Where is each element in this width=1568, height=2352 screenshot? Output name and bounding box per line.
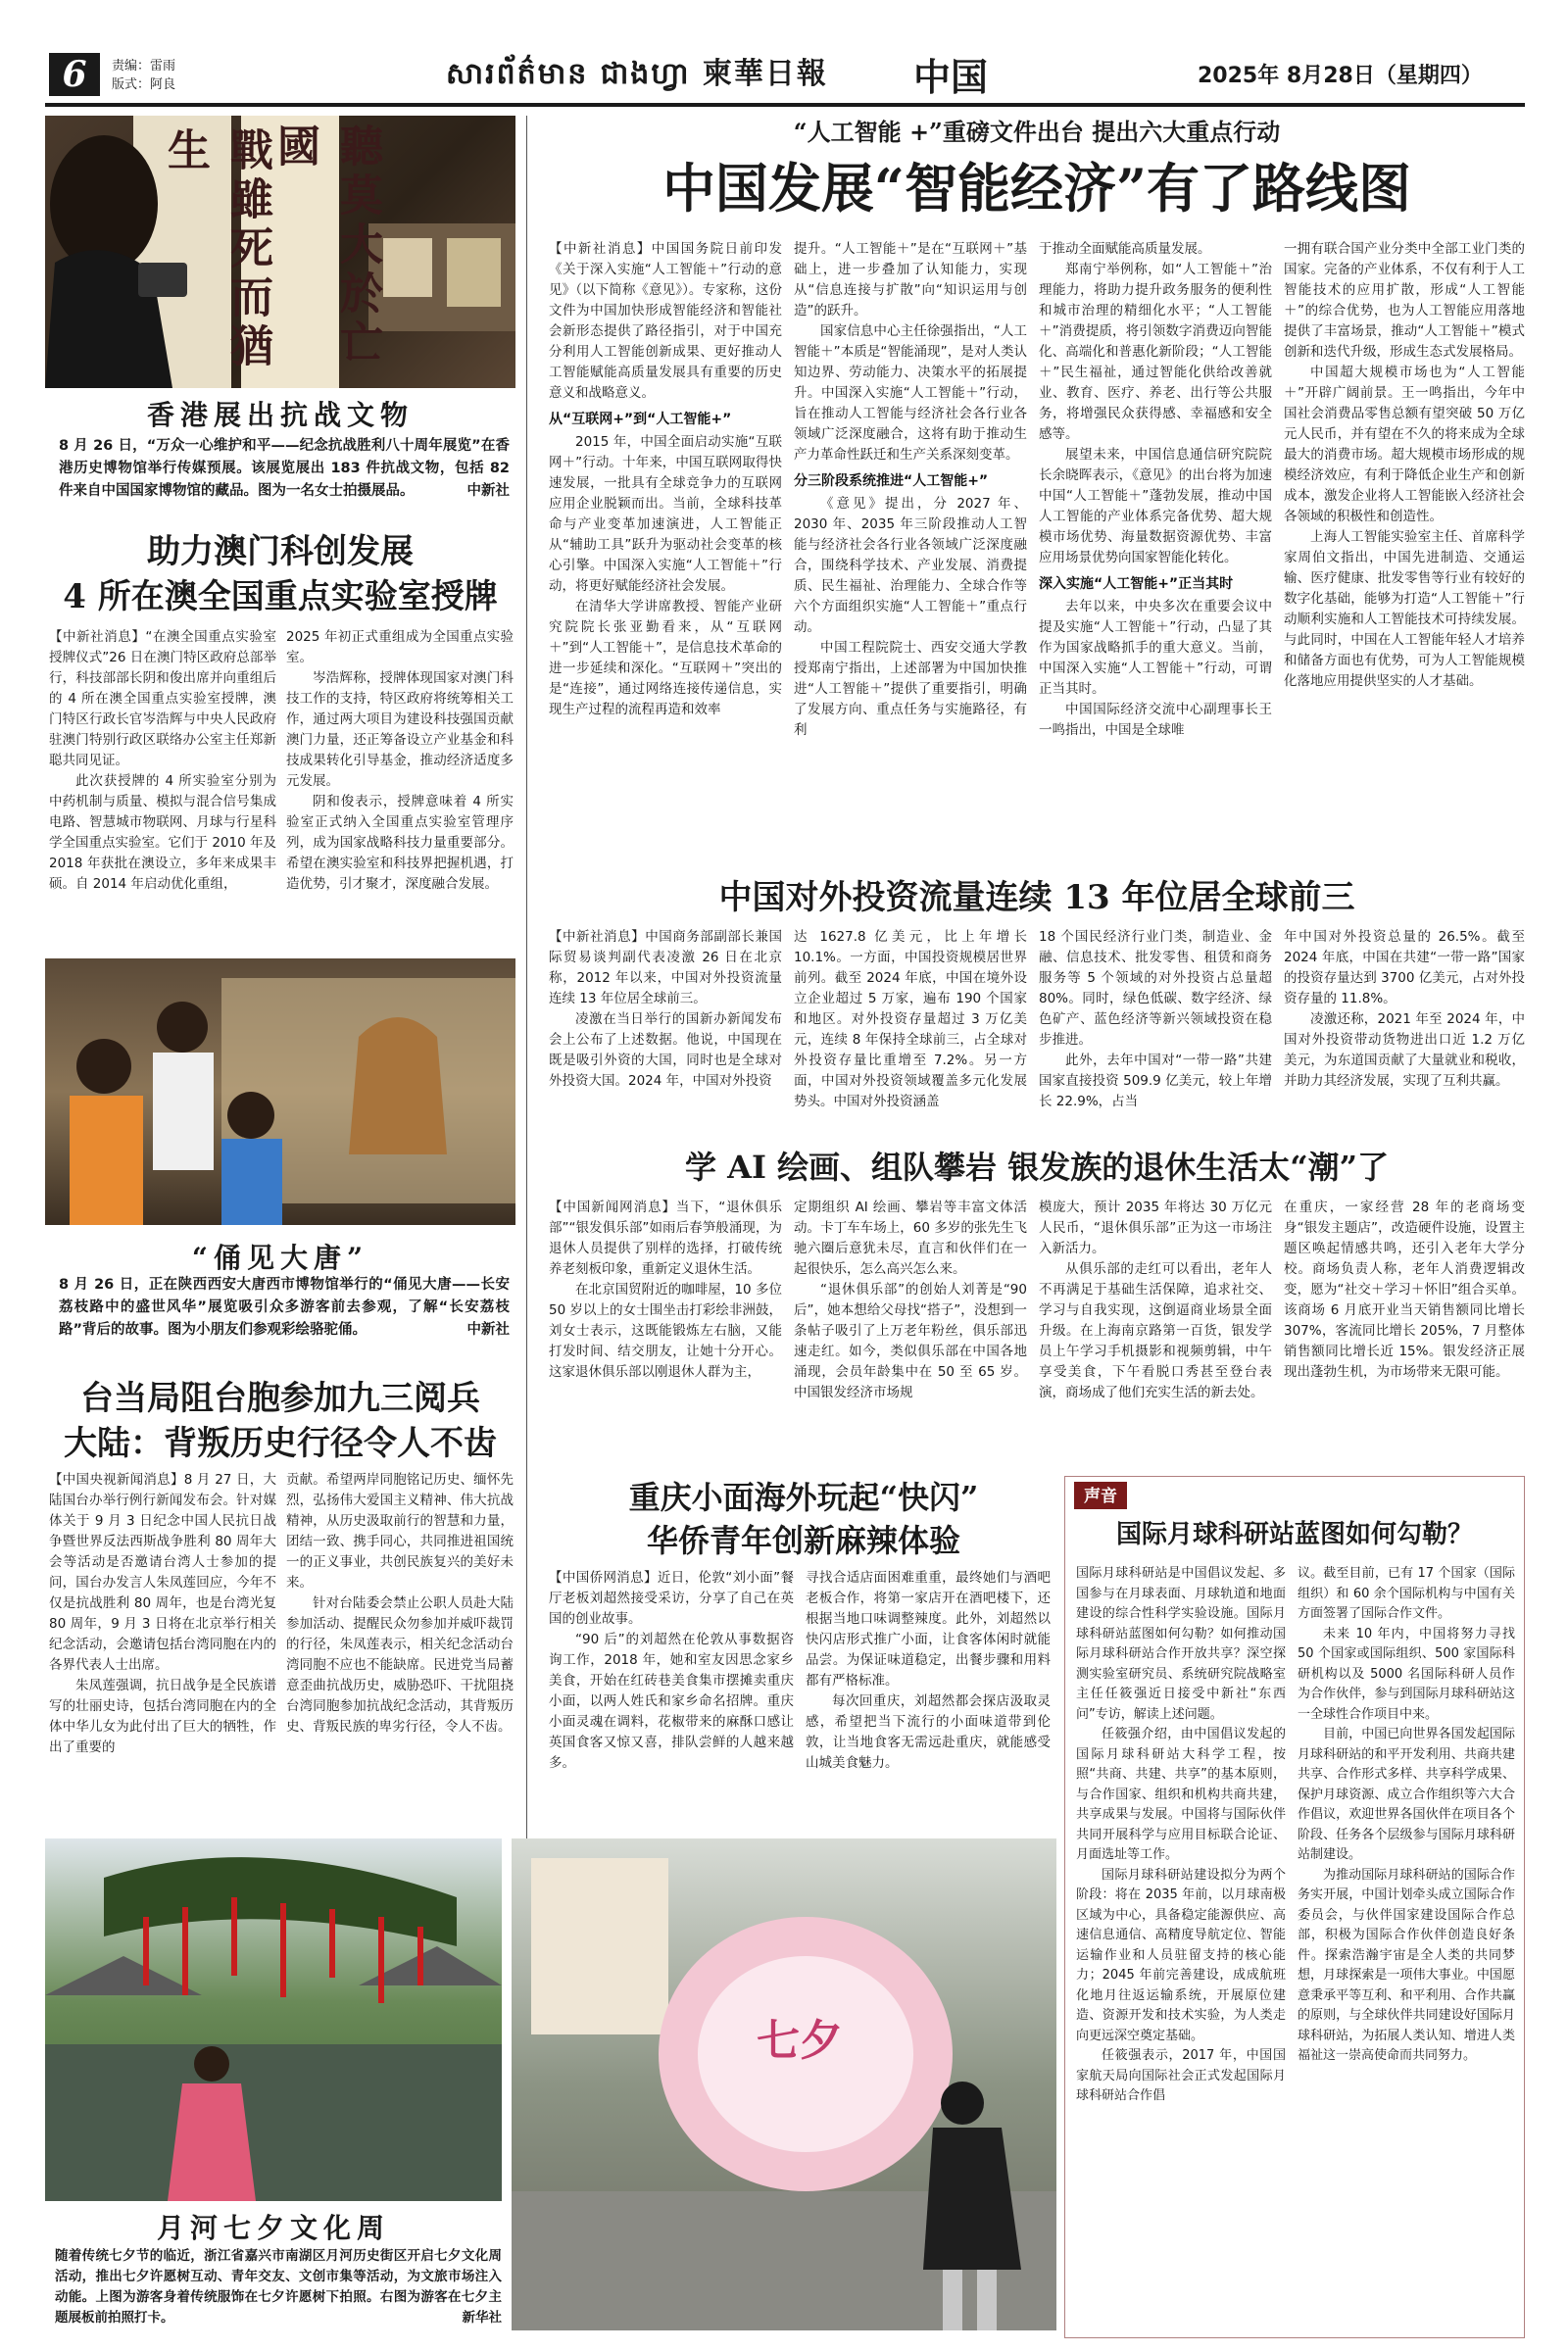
paragraph: 中国工程院院士、西安交通大学教授郑南宁指出，上述部署为中国加快推进“人工智能＋”提供了重要指引，明确了发展方向、重点任务与实施路径，有利: [794, 640, 1027, 738]
chongqing-headline-line1: 重庆小面海外玩起“快闪”: [628, 1479, 979, 1516]
macao-col-1: [49, 627, 276, 941]
paragraph: 【中国新闻网消息】当下，“退休俱乐部”“银发俱乐部”如雨后春笋般涌现，为退休人员提供了别样的选择，打破传统养老刻板印象，重新定义退休生活。: [549, 1200, 782, 1277]
macao-headline-line1: 助力澳门科创发展: [147, 532, 414, 571]
lead-col-3: [1039, 239, 1272, 866]
voice-headline: 国际月球科研站蓝图如何勾勒？: [1115, 1520, 1473, 1549]
tang-photo-caption: [59, 1274, 510, 1342]
taiwan-col-1: [49, 1470, 276, 1825]
paragraph: 此次获授牌的 4 所实验室分别为中药机制与质量、模拟与混合信号集成电路、智慧城市物联网、月球与行星科学全国重点实验室。它们于 2010 年及 2018 年获批在澳设立，多年来成果丰硕。自 2014 年启动优化重组，: [49, 773, 276, 892]
paragraph: 模庞大，预计 2035 年将达 30 万亿元人民币，“退休俱乐部”正为这一市场注入新活力。: [1039, 1200, 1272, 1256]
tang-caption-source: 中新社: [466, 1322, 510, 1338]
paragraph: 寻找合适店面困难重重，最终她们与酒吧老板合作，将第一家店开在酒吧楼下，还根据当地口味调整辣度。此外，刘超然以快闪店形式推广小面，让食客体闲时就能品尝。为保证味道稳定，出餐步骤和用料都有严格标准。: [806, 1570, 1051, 1689]
paragraph: 目前，中国已向世界各国发起国际月球科研站的和平开发利用、共商共建共享、合作形式多样、共享科学成果、保护月球资源、成立合作组织等六大合作倡议，欢迎世界各国伙伴在项目各个阶段、任务各个层级参与国际月球科研站制建设。: [1298, 1727, 1515, 1862]
paragraph: 凌激还称，2021 年至 2024 年，中国对外投资带动货物进出口近 1.2 万亿美元，为东道国贡献了大量就业和税收，并助力其经济发展，实现了互利共赢。: [1284, 1011, 1525, 1089]
paragraph: 郑南宁举例称，如“人工智能＋”治理能力，将助力提升政务服务的便利性和城市治理的精细化水平；“人工智能＋”消费提质，将引领数字消费迈向智能化、高端化和普惠化新阶段；“人工智能＋”民生福祉，通过智能化供给改善就业、教育、医疗、养老、出行等公共服务，将增强民众获得感、幸福感和安全感等。: [1039, 262, 1272, 442]
macao-headline: [45, 529, 515, 619]
qixi-board-lettering: 七夕: [757, 2016, 843, 2066]
paragraph: “90 后”的刘超然在伦敦从事数据咨询工作，2018 年，她和室友因思念家乡美食，开始在红砖巷美食集市摆摊卖重庆小面，以两人姓氏和家乡命名招牌。重庆小面灵魂在调料，花椒带来的麻酥口感让英国食客又惊又喜，排队尝鲜的人越来越多。: [549, 1632, 794, 1771]
paragraph: 《意见》提出，分 2027 年、2030 年、2035 年三阶段推动人工智能与经济社会各行业各领域广泛深度融合，围绕科学技术、产业发展、消费提质、民生福祉、治理能力、全球合作等六个方面组织实施“人工智能＋”重点行动。: [794, 496, 1027, 635]
qixi-caption-source: 新华社: [462, 2310, 502, 2326]
taiwan-headline: [45, 1376, 515, 1466]
qixi-board-photo: [512, 1838, 1056, 2330]
voice-col-2: [1298, 1564, 1515, 2330]
voice-col-1: [1076, 1564, 1286, 2330]
header-rule: [45, 103, 1525, 107]
roof: [45, 1956, 202, 1995]
editor-name: 责编：雷雨: [112, 59, 176, 74]
paragraph: 去年以来，中央多次在重要会议中提及实施“人工智能＋”行动，凸显了其作为国家战略抓手的重大意义。当前，中国深入实施“人工智能＋”行动，可谓正当其时。: [1039, 599, 1272, 697]
paragraph: “退休俱乐部”的创始人刘菁是“90 后”，她本想给父母找“搭子”，没想到一条帖子吸引了上万老年粉丝，俱乐部迅速走红。如今，类似俱乐部在中国各地涌现，会员年龄集中在 50 至 65 岁。中国银发经济市场规: [794, 1282, 1027, 1400]
qixi-caption-text: 随着传统七夕节的临近，浙江省嘉兴市南湖区月河历史街区开启七夕文化周活动，推出七夕许愿树互动、青年交友、文创市集等活动，为文旅市场注入动能。上图为游客身着传统服饰在七夕许愿树下拍照。右图为游客在七夕主题展板前拍照打卡。: [55, 2248, 502, 2326]
silver-col-3: [1039, 1198, 1272, 1468]
page-header: [0, 0, 1568, 110]
silver-headline: 学 AI 绘画、组队攀岩 银发族的退休生活太“潮”了: [684, 1149, 1390, 1186]
document-exhibit: [383, 238, 432, 297]
paragraph: 【中国侨网消息】近日，伦敦“刘小面”餐厅老板刘超然接受采访，分享了自己在英国的创业故事。: [549, 1570, 794, 1627]
child-blue-shirt: [221, 1139, 282, 1225]
paragraph: 定期组织 AI 绘画、攀岩等丰富文体活动。卡丁车车场上，60 多岁的张先生飞驰六圈后意犹未尽，直言和伙伴们在一起很快乐，怎么高兴怎么来。: [794, 1200, 1027, 1277]
paragraph: 阴和俊表示，授牌意味着 4 所实验室正式纳入全国重点实验室管理序列，成为国家战略科技力量重要部分。希望在澳实验室和科技界把握机遇，打造优势，引才聚才，深度融合发展。: [286, 794, 514, 892]
macao-headline-line2: 4 所在澳全国重点实验室授牌: [63, 577, 498, 616]
tang-photo-art: [45, 958, 515, 1225]
paragraph: 国际月球科研站是中国倡议发起、多国参与在月球表面、月球轨道和地面建设的综合性科学实验设施。国际月球科研站蓝图如何勾勒？如何推动国际月球科研站合作开放共享？深空探测实验室研究员、系统研究院战略室主任任筱强近日接受中新社“东西问”专访，解读上述问题。: [1076, 1566, 1286, 1722]
taiwan-headline-line1: 台当局阻台胞参加九三阅兵: [80, 1379, 480, 1418]
lead-col-2: [794, 239, 1027, 866]
child-orange-shirt: [70, 1096, 143, 1225]
paragraph: 在北京国贸附近的咖啡屋，10 多位 50 岁以上的女士围坐击打彩绘非洲鼓，刘女士表示，这既能锻炼左右脑，又能打发时间、结交朋友，让她十分开心。这家退休俱乐部以刚退休人群为主，: [549, 1282, 782, 1380]
paragraph: 展望未来，中国信息通信研究院院长余晓晖表示，《意见》的出台将为加速中国“人工智能＋”蓬勃发展，推动中国人工智能的产业体系完备优势、超大规模市场优势、海量数据资源优势、丰富应用场景优势向国家智能化转化。: [1039, 447, 1272, 565]
editor-credits: [112, 57, 175, 94]
lead-col-1: [549, 239, 782, 866]
tang-caption-text: 8 月 26 日，正在陕西西安大唐西市博物馆举行的“俑见大唐——长安荔枝路中的盛世风华”展览吸引众多游客前去参观，了解“长安荔枝路”背后的故事。图为小朋友们参观彩绘骆驼俑。: [59, 1277, 510, 1338]
paragraph: 未来 10 年内，中国将努力寻找 50 个国家或国际组织、500 家国际科研机构以及 5000 名国际科研人员作为合作伙伴，参与到国际月球科研站这一全球性合作项目中来。: [1298, 1626, 1515, 1722]
paragraph: 上海人工智能实验室主任、首席科学家周伯文指出，中国先进制造、交通运输、医疗健康、批发零售等行业有较好的数字化基础，能够为打造“人工智能＋”行动顺利实施和人工智能技术可持续发展。与此同时，中国在人工智能年轻人才培养和储备方面也有优势，可为人工智能规模化落地应用提供坚实的人才基础。: [1284, 529, 1525, 689]
paragraph: 提升。“人工智能＋”是在“互联网＋”基础上，进一步叠加了认知能力，实现从“信息连接与扩散”向“知识运用与创造”的跃升。: [794, 241, 1027, 318]
child-head: [76, 1039, 131, 1094]
photographer-head: [941, 2082, 984, 2125]
visitor-hanfu: [168, 2083, 256, 2201]
paragraph: 18 个国民经济行业门类，制造业、金融、信息技术、批发零售、租赁和商务服务等 5 个领域的对外投资占总量超 80%。同时，绿色低碳、数字经济、绿色矿产、蓝色经济等新兴领域投资在稳步推进。: [1039, 929, 1272, 1048]
paragraph: 国际月球科研站建设拟分为两个阶段：将在 2035 年前，以月球南极区域为中心，具备稳定能源供应、高速信息通信、高精度导航定位、智能运输作业和人员驻留支持的核心能力；2045 年前完善建设，成成航班化地月往返运输系统，开展原位建造、资源开发和技术实验，为人类走向更远深空奠定基础。: [1076, 1867, 1286, 2043]
paragraph: 朱凤莲强调，抗日战争是全民族谱写的壮丽史诗，包括台湾同胞在内的全体中华儿女为此付出了巨大的牺牲，作出了重要的: [49, 1678, 276, 1755]
signboard: [531, 1858, 668, 2034]
taiwan-col-2: [286, 1470, 514, 1825]
paragraph: 从俱乐部的走红可以看出，老年人不再满足于基础生活保障，追求社交、学习与自我实现，这倒逼商业场景全面升级。在上海南京路第一百货，银发学员上午学习手机摄影和视频剪辑，中午享受美食，下午看脱口秀甚至登台表演，商场成了他们充实生活的新去处。: [1039, 1261, 1272, 1400]
paragraph: 【中国央视新闻消息】8 月 27 日，大陆国台办举行例行新闻发布会。针对媒体关于 9 月 3 日纪念中国人民抗日战争暨世界反法西斯战争胜利 80 周年大会等活动是否邀请台湾人士参加的提问，国台办发言人朱凤莲回应，今年不仅是抗战胜利 80 周年，也是台湾光复 80 周年，9 月 3 日将在北京举行相关纪念活动，会邀请包括台湾同胞在内的各界代表人士出席。: [49, 1472, 276, 1673]
lead-headline: 中国发展“智能经济”有了路线图: [662, 157, 1412, 220]
paragraph: 针对台陆委会禁止公职人员赴大陆参加活动、提醒民众勿参加并威吓裁罚的行径，朱凤莲表示，相关纪念活动台湾同胞不应也不能缺席。民进党当局蓄意歪曲抗战历史，威胁恐吓、干扰阻挠台湾同胞参加抗战纪念活动，其背叛历史、背叛民族的卑劣行径，令人不齿。: [286, 1595, 514, 1735]
silver-col-2: [794, 1198, 1027, 1468]
issue-date: 2025年 8月28日（星期四）: [1198, 64, 1483, 88]
hk-photo-title: 香港展出抗战文物: [146, 399, 414, 431]
hk-caption-text: 8 月 26 日，“万众一心维护和平——纪念抗战胜利八十周年展览”在香港历史博物馆举行传媒预展。该展览展出 183 件抗战文物，包括 82 件来自中国国家博物馆的藏品。图为一名女士拍摄展品。: [59, 438, 510, 499]
subhead: 从“互联网+”到“人工智能+”: [549, 412, 732, 427]
camel-figurine: [349, 1017, 447, 1154]
tang-photo-title: “俑见大唐”: [191, 1242, 369, 1274]
scroll-left-calligraphy: 戰雖死而猶生: [160, 127, 272, 372]
paragraph: 2015 年，中国全面启动实施“互联网＋”行动。十年来，中国互联网取得快速发展，一批具有全球竞争力的互联网应用企业脱颖而出。当前，全球科技革命与产业变革加速演进，人工智能正从“辅助工具”跃升为驱动社会变革的核心引擎。中国深入实施“人工智能＋”行动，将更好赋能经济社会发展。: [549, 434, 782, 594]
voice-label: 声音: [1074, 1482, 1127, 1509]
paragraph: 岑浩辉称，授牌体现国家对澳门科技工作的支持，特区政府将统筹相关工作，通过两大项目为建设科技强国贡献澳门力量，还正筹备设立产业基金和科技成果转化引导基金，推动经济适度多元发展。: [286, 670, 514, 789]
child-head: [157, 1002, 208, 1053]
paragraph: 在重庆，一家经营 28 年的老商场变身“银发主题店”，改造硬件设施，设置主题区唤起情感共鸣，还引入老年大学分校。商场负责人称，老年人消费逻辑改变，愿为“社交＋学习＋怀旧”组合买单。该商场 6 月底开业当天销售额同比增长 307%，客流同比增长 205%，7 月整体销售额同比增长近 15%。银发经济正展现出蓬勃生机，为市场带来无限可能。: [1284, 1200, 1525, 1380]
taiwan-headline-line2: 大陆：背叛历史行径令人不齿: [64, 1424, 497, 1463]
lead-kicker: “人工智能 +”重磅文件出台 提出六大重点行动: [793, 118, 1281, 146]
chongqing-col-1: [549, 1568, 794, 1825]
hk-photo-caption: [59, 435, 510, 503]
child-white-shirt: [153, 1053, 214, 1170]
river-water: [45, 2044, 502, 2201]
paragraph: 任筱强表示，2017 年，中国国家航天局向国际社会正式发起国际月球科研站合作倡: [1076, 2048, 1286, 2103]
invest-col-2: [794, 927, 1027, 1137]
paragraph: 为推动国际月球科研站的国际合作务实开展，中国计划牵头成立国际合作委员会，与伙伴国家建设国际合作总部，积极为国际合作伙伴创造良好条件。探索浩瀚宇宙是全人类的共同梦想，月球探索是一项伟大事业。中国愿意秉承平等互利、和平利用、合作共赢的原则，与全球伙伴共同建设好国际月球科研站，为拓展人类认知、增进人类福祉这一崇高使命而共同努力。: [1298, 1867, 1515, 2063]
photographer-body: [923, 2128, 1021, 2270]
page-number: 6: [49, 53, 100, 96]
qixi-photo-caption: [55, 2246, 502, 2328]
paragraph: 【中新社消息】“在澳全国重点实验室授牌仪式”26 日在澳门特区政府总部举行，科技部部长阴和俊出席并向重组后的 4 所在澳全国重点实验室授牌，澳门特区行政长官岑浩辉与中央人民政府驻澳门特别行政区联络办公室主任郑新聪共同见证。: [49, 629, 276, 768]
layout-name: 版式：阿良: [112, 77, 176, 92]
subhead: 分三阶段系统推进“人工智能+”: [794, 473, 989, 489]
paragraph: 此外，去年中国对“一带一路”共建国家直接投资 509.9 亿美元，较上年增长 22.9%，占当: [1039, 1053, 1272, 1109]
visitor-head: [194, 2046, 229, 2082]
subhead: 深入实施“人工智能+”正当其时: [1039, 576, 1234, 592]
photographer-leg: [943, 2270, 962, 2330]
newspaper-masthead: សារព័ត៌មាន ជាងហ្វា 柬華日報: [446, 57, 828, 91]
paragraph: 年中国对外投资总量的 26.5%。截至 2024 年底，中国在共建“一带一路”国家的投资存量达到 3700 亿美元，占对外投资存量的 11.8%。: [1284, 929, 1525, 1006]
silver-col-1: [549, 1198, 782, 1468]
paragraph: 任筱强介绍，由中国倡议发起的国际月球科研站大科学工程，按照“共商、共建、共享”的基本原则，与合作国家、组织和机构共商共建，共享成果与发展。中国将与国际伙伴共同开展科学与应用目标联合论证、月面选址等工作。: [1076, 1727, 1286, 1862]
section-name: 中国: [913, 56, 989, 99]
lead-col-4: [1284, 239, 1525, 866]
paragraph: 凌激在当日举行的国新办新闻发布会上公布了上述数据。他说，中国现在既是吸引外资的大国，同时也是全球对外投资大国。2024 年，中国对外投资: [549, 1011, 782, 1089]
qixi-tree-art: [45, 1838, 502, 2201]
qixi-photo-title: 月河七夕文化周: [156, 2212, 390, 2244]
chongqing-headline: [549, 1476, 1058, 1562]
column-divider: [526, 116, 527, 1840]
paragraph: 中国超大规模市场也为“人工智能＋”开辟广阔前景。王一鸣指出，今年中国社会消费品零售总额有望突破 50 万亿元人民币，并有望在不久的将来成为全球最大的消费市场。超大规模市场形成的规模经济效应，有利于降低企业生产和创新成本，激发企业将人工智能嵌入经济社会各领域的积极性和创造性。: [1284, 365, 1525, 524]
photographer-leg: [977, 2270, 997, 2330]
qixi-wish-tree-photo: [45, 1838, 502, 2201]
paragraph: 于推动全面赋能高质量发展。: [1039, 241, 1211, 257]
paragraph: 贡献。希望两岸同胞铭记历史、缅怀先烈，弘扬伟大爱国主义精神、伟大抗战精神，从历史汲取前行的智慧和力量，团结一致、携手同心，共同推进祖国统一的正义事业，共创民族复兴的美好未来。: [286, 1472, 514, 1591]
hk-caption-source: 中新社: [466, 483, 510, 499]
child-head: [227, 1092, 274, 1139]
paragraph: 国家信息中心主任徐强指出，“人工智能＋”本质是“智能涌现”，是对人类认知边界、劳动能力、决策水平的拓展提升。中国深入实施“人工智能＋”行动，旨在推动人工智能与经济社会各行业各领域广泛深度融合，这将有助于推动生产力革命性跃迁和生产关系深刻变革。: [794, 323, 1027, 463]
invest-headline: 中国对外投资流量连续 13 年位居全球前三: [718, 878, 1355, 917]
paragraph: 议。截至目前，已有 17 个国家（国际组织）和 60 余个国际机构与中国有关方面签署了国际合作文件。: [1298, 1566, 1515, 1621]
paragraph: 每次回重庆，刘超然都会探店汲取灵感，希望把当下流行的小面味道带到伦敦，让当地食客无需远赴重庆，就能感受山城美食魅力。: [806, 1693, 1051, 1771]
invest-col-1: [549, 927, 782, 1137]
document-exhibit: [447, 238, 501, 307]
paragraph: 中国国际经济交流中心副理事长王一鸣指出，中国是全球唯: [1039, 702, 1272, 738]
tang-museum-photo: [45, 958, 515, 1225]
chongqing-headline-line2: 华侨青年创新麻辣体验: [646, 1522, 960, 1559]
paragraph: 【中新社消息】中国国务院日前印发《关于深入实施“人工智能＋”行动的意见》（以下简称《意见》）。专家称，这份文件为中国加快形成智能经济和智能社会新形态提供了路径指引，对于中国充分利用人工智能创新成果、更好推动人工智能赋能高质量发展具有重要的历史意义和战略意义。: [549, 241, 782, 401]
silver-col-4: [1284, 1198, 1525, 1468]
paragraph: 【中新社消息】中国商务部副部长兼国际贸易谈判副代表凌激 26 日在北京称，2012 年以来，中国对外投资流量连续 13 年位居全球前三。: [549, 929, 782, 1006]
hk-exhibit-photo: [45, 116, 515, 388]
paragraph: 一拥有联合国产业分类中全部工业门类的国家。完备的产业体系，不仅有利于人工智能技术的应用扩散，形成“人工智能＋”的综合优势，也为人工智能应用落地提供了丰富场景，推动“人工智能＋”模式创新和迭代升级，形成生态式发展格局。: [1284, 241, 1525, 360]
qixi-board-art: [512, 1838, 1056, 2330]
macao-col-2: [286, 627, 514, 941]
paragraph: 在清华大学讲席教授、智能产业研究院院长张亚勤看来，从“互联网＋”到“人工智能＋”，是信息技术革命的进一步延续和深化。“互联网＋”突出的是“连接”，通过网络连接传递信息，实现生产过程的流程再造和效率: [549, 599, 782, 717]
paragraph: 达 1627.8 亿美元，比上年增长 10.1%。一方面，中国投资规模居世界前列。截至 2024 年底，中国在境外设立企业超过 5 万家，遍布 190 个国家和地区。对外投资存量超过 3 万亿美元，连续 8 年保持全球前三，占全球对外投资存量比重增至 7.2%。另一方面，中国对外投资领域覆盖多元化发展势头。中国对外投资涵盖: [794, 929, 1027, 1109]
scroll-right-calligraphy: 聽莫大於亡國: [270, 123, 382, 368]
paragraph: 2025 年初正式重组成为全国重点实验室。: [286, 629, 514, 665]
invest-col-4: [1284, 927, 1525, 1137]
invest-col-3: [1039, 927, 1272, 1137]
chongqing-col-2: [806, 1568, 1051, 1825]
